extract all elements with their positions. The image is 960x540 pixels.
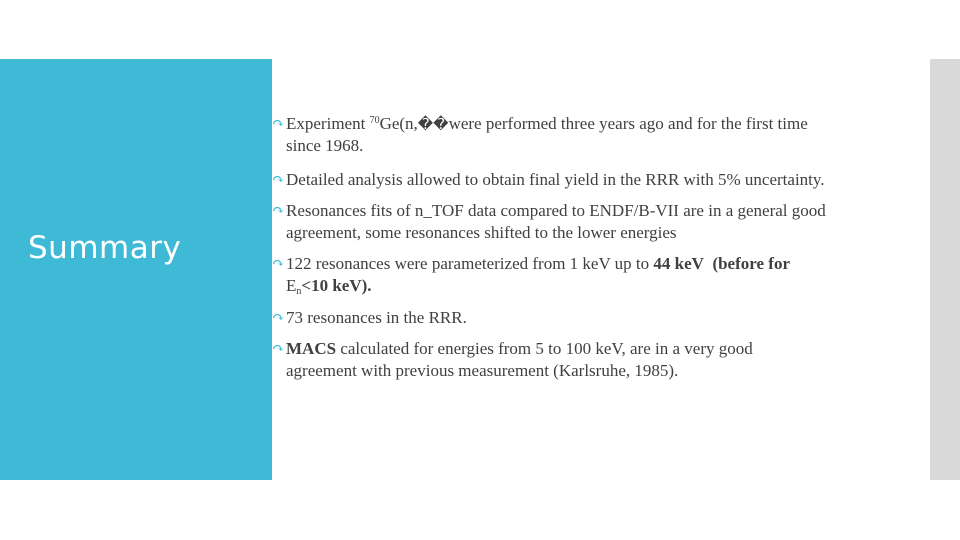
bullet-resonances-parameterized (272, 253, 928, 297)
bullet-macs (272, 338, 928, 382)
curved-arrow-bullet-icon: ↷ (272, 341, 285, 357)
slide-title: Summary (28, 230, 182, 266)
bullet-resonance-fits (272, 200, 928, 244)
bullet-text: Experiment $^{70}$Ge(n,��were performed three years ago and for the first time (286, 114, 808, 133)
bullet-text: Resonances fits of n_TOF data compared to ENDF/B-VII are in a general good (286, 201, 826, 220)
bullet-text-continuation: $E_n<10$ keV). (286, 276, 372, 297)
curved-arrow-bullet-icon: ↷ (272, 203, 285, 219)
curved-arrow-bullet-icon: ↷ (272, 256, 285, 272)
bullet-rrr-count (272, 307, 928, 329)
right-side-bar (930, 59, 960, 480)
bullet-text: MACS calculated for energies from 5 to 100 keV, are in a very good (286, 339, 753, 358)
bullet-list (272, 113, 928, 393)
title-panel (0, 59, 272, 480)
curved-arrow-bullet-icon: ↷ (272, 310, 285, 326)
curved-arrow-bullet-icon: ↷ (272, 172, 285, 188)
bullet-detailed-analysis (272, 169, 928, 191)
bullet-experiment (272, 113, 928, 157)
bullet-text-continuation: since 1968. (286, 136, 364, 155)
bullet-text-continuation: agreement, some resonances shifted to the lower energies (286, 223, 677, 242)
curved-arrow-bullet-icon: ↷ (272, 116, 285, 132)
bullet-text-continuation: agreement with previous measurement (Karlsruhe, 1985). (286, 361, 679, 380)
bullet-text: 73 resonances in the RRR. (286, 308, 467, 327)
bullet-text: Detailed analysis allowed to obtain final yield in the RRR with 5% uncertainty. (286, 170, 825, 189)
bullet-text: 122 resonances were parameterized from 1 keV up to 44 keV (before for (286, 254, 790, 273)
